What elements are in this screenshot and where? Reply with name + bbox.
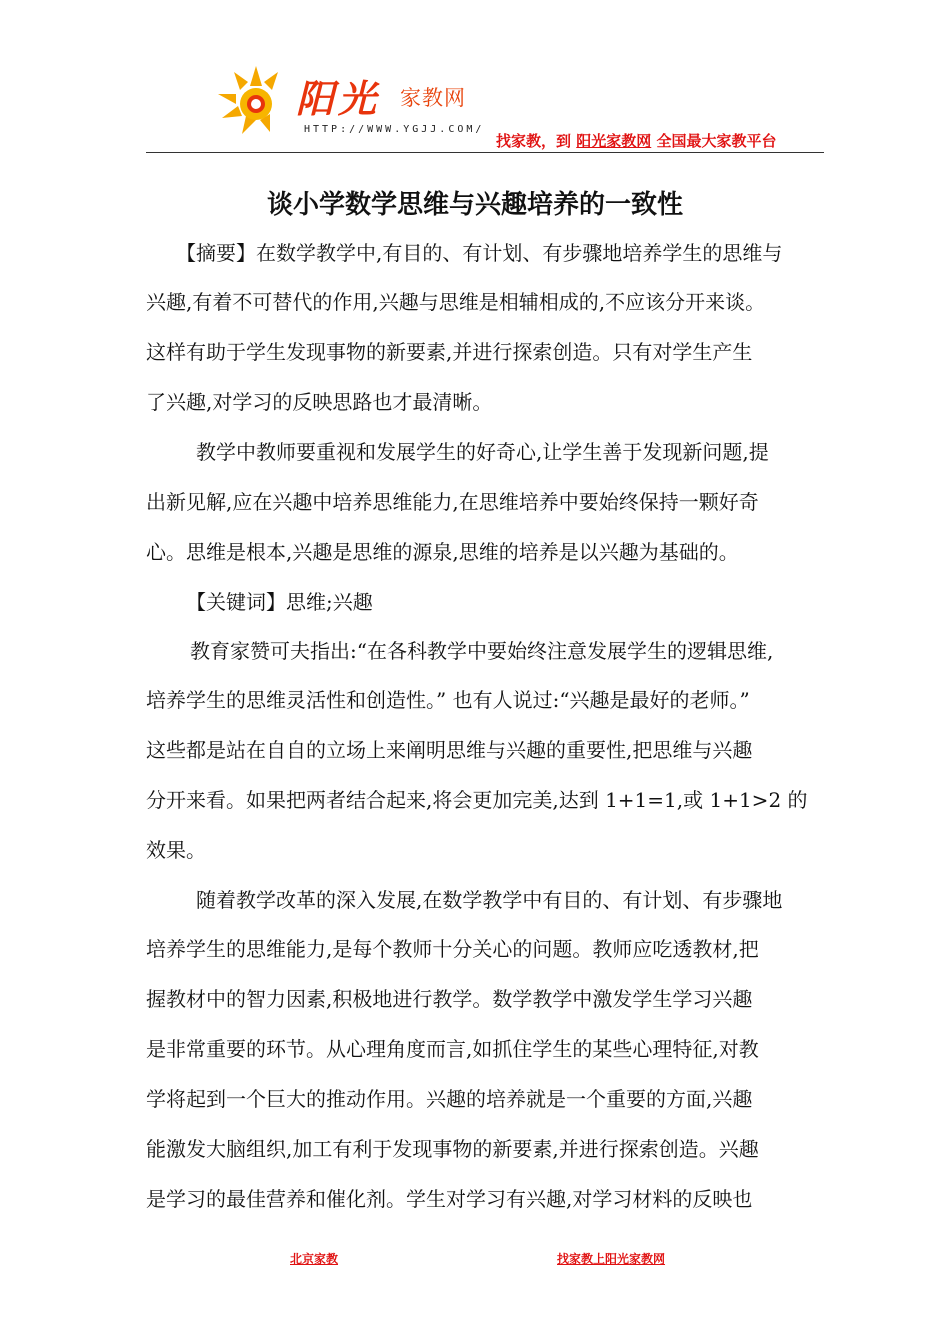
keywords-line: 【关键词】思维;兴趣 <box>186 590 373 614</box>
footer-link-find-tutor[interactable]: 找家教上阳光家教网 <box>557 1252 666 1266</box>
logo-url-text: HTTP://WWW.YGJJ.COM/ <box>304 124 485 135</box>
footer-link-beijing-tutoring[interactable]: 北京家教 <box>290 1252 339 1266</box>
body-line: 分开来看。如果把两者结合起来,将会更加完美,达到 1+1=1,或 1+1>2 的 <box>146 788 808 812</box>
body-line: 随着教学改革的深入发展,在数学教学中有目的、有计划、有步骤地 <box>196 888 783 912</box>
tagline-site-link[interactable]: 阳光家教网 <box>576 132 652 150</box>
body-line: 出新见解,应在兴趣中培养思维能力,在思维培养中要始终保持一颗好奇 <box>146 490 759 514</box>
logo-subtitle: 家教网 <box>400 86 466 110</box>
body-line: 兴趣,有着不可替代的作用,兴趣与思维是相辅相成的,不应该分开来谈。 <box>146 290 766 314</box>
body-line: 是非常重要的环节。从心理角度而言,如抓住学生的某些心理特征,对教 <box>146 1037 759 1061</box>
body-line: 这样有助于学生发现事物的新要素,并进行探索创造。只有对学生产生 <box>146 340 753 364</box>
logo-brand-text: 阳光 <box>296 76 381 121</box>
body-line: 了兴趣,对学习的反映思路也才最清晰。 <box>146 390 493 414</box>
body-line: 效果。 <box>146 838 206 862</box>
body-line: 教学中教师要重视和发展学生的好奇心,让学生善于发现新问题,提 <box>196 440 769 464</box>
tagline-prefix: 找家教，到 <box>496 132 572 150</box>
document-title: 谈小学数学思维与兴趣培养的一致性 <box>266 190 683 220</box>
body-line: 学将起到一个巨大的推动作用。兴趣的培养就是一个重要的方面,兴趣 <box>146 1087 753 1111</box>
body-line: 【摘要】在数学教学中,有目的、有计划、有步骤地培养学生的思维与 <box>176 241 783 265</box>
body-line: 培养学生的思维灵活性和创造性。” 也有人说过:“兴趣是最好的老师。” <box>146 688 750 712</box>
tagline-suffix: 全国最大家教平台 <box>656 132 777 150</box>
body-line: 这些都是站在自自的立场上来阐明思维与兴趣的重要性,把思维与兴趣 <box>146 738 753 762</box>
body-line: 握教材中的智力因素,积极地进行教学。数学教学中激发学生学习兴趣 <box>146 987 753 1011</box>
body-line: 培养学生的思维能力,是每个教师十分关心的问题。教师应吃透教材,把 <box>146 937 759 961</box>
body-line: 教育家赞可夫指出:“在各科教学中要始终注意发展学生的逻辑思维, <box>190 639 774 663</box>
body-line: 是学习的最佳营养和催化剂。学生对学习有兴趣,对学习材料的反映也 <box>146 1187 753 1211</box>
header-tagline <box>496 130 777 151</box>
site-logo[interactable] <box>212 60 512 140</box>
header-divider <box>146 152 824 153</box>
body-line: 能激发大脑组织,加工有利于发现事物的新要素,并进行探索创造。兴趣 <box>146 1137 759 1161</box>
body-line: 心。思维是根本,兴趣是思维的源泉,思维的培养是以兴趣为基础的。 <box>146 540 739 564</box>
sun-icon <box>212 60 302 140</box>
